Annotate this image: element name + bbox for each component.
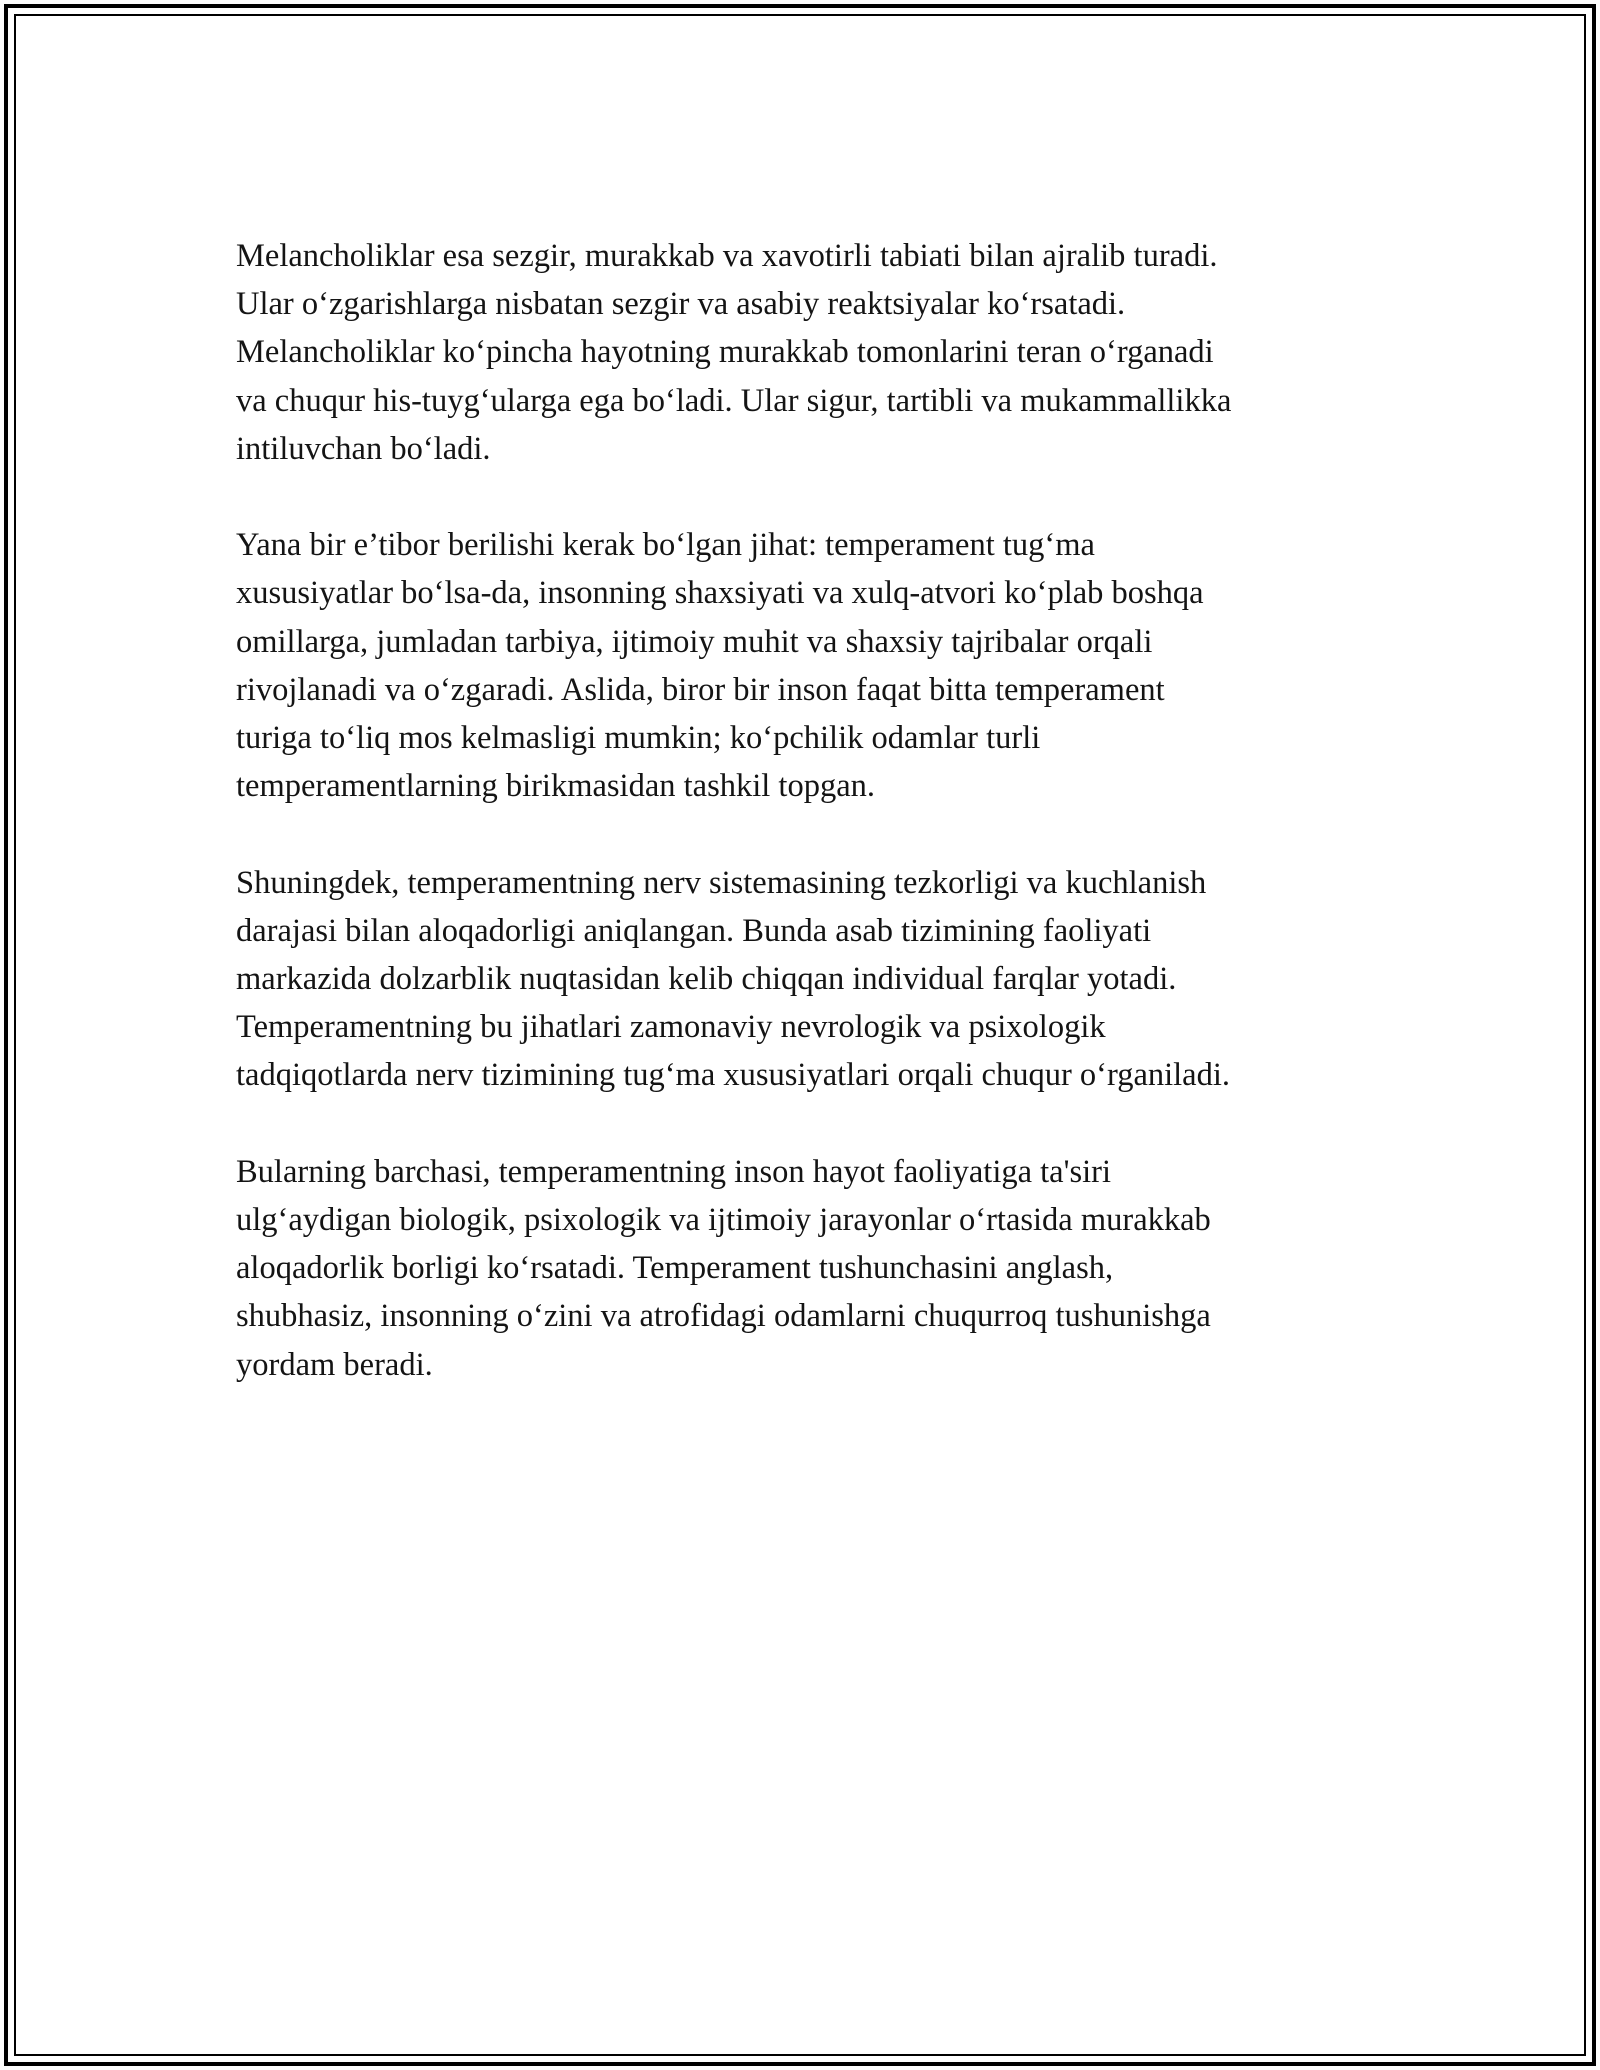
paragraph-line: rivojlanadi va o‘zgaradi. Aslida, biror bir inson faqat bitta temperament [236, 671, 1165, 708]
paragraph-line: tadqiqotlarda nerv tizimining tug‘ma xususiyatlari orqali chuqur o‘rganiladi. [236, 1057, 1231, 1094]
paragraph-line: Temperamentning bu jihatlari zamonaviy nevrologik va psixologik [236, 1009, 1106, 1046]
paragraph-line: temperamentlarning birikmasidan tashkil topgan. [236, 768, 876, 805]
paragraph-line: xususiyatlar bo‘lsa-da, insonning shaxsiyati va xulq-atvori ko‘plab boshqa [236, 575, 1204, 612]
paragraph-line: Melancholiklar esa sezgir, murakkab va xavotirli tabiati bilan ajralib turadi. [236, 238, 1218, 274]
paragraph-2 [236, 521, 1396, 810]
paragraph-line: Bularning barchasi, temperamentning inson hayot faoliyatiga ta'siri [236, 1153, 1111, 1190]
paragraph-3 [236, 859, 1396, 1100]
paragraph-line: markazida dolzarblik nuqtasidan kelib chiqqan individual farqlar yotadi. [236, 961, 1177, 998]
paragraph-line: Ular o‘zgarishlarga nisbatan sezgir va asabiy reaktsiyalar ko‘rsatadi. [236, 286, 1126, 323]
paragraph-line: turiga to‘liq mos kelmasligi mumkin; ko‘pchilik odamlar turli [236, 720, 1041, 757]
paragraph-line: ulg‘aydigan biologik, psixologik va ijtimoiy jarayonlar o‘rtasida murakkab [236, 1202, 1211, 1239]
paragraph-line: va chuqur his-tuyg‘ularga ega bo‘ladi. Ular sigur, tartibli va mukammallikka [236, 382, 1232, 419]
paragraph-line: Yana bir e’tibor berilishi kerak bo‘lgan jihat: temperament tug‘ma [236, 527, 1095, 564]
paragraph-line: darajasi bilan aloqadorligi aniqlangan. Bunda asab tizimining faoliyati [236, 912, 1152, 949]
paragraph-line: intiluvchan bo‘ladi. [236, 430, 491, 467]
paragraph-line: shubhasiz, insonning o‘zini va atrofidagi odamlarni chuqurroq tushunishga [236, 1298, 1211, 1335]
paragraph-line: Shuningdek, temperamentning nerv sistemasining tezkorligi va kuchlanish [236, 864, 1207, 901]
paragraph-4 [236, 1148, 1396, 1389]
document-body [236, 232, 1396, 1437]
paragraph-line: aloqadorlik borligi ko‘rsatadi. Temperament tushunchasini anglash, [236, 1250, 1114, 1287]
paragraph-line: Melancholiklar ko‘pincha hayotning murakkab tomonlarini teran o‘rganadi [236, 334, 1214, 371]
paragraph-line: yordam beradi. [236, 1346, 433, 1383]
paragraph-1 [236, 232, 1396, 473]
paragraph-line: omillarga, jumladan tarbiya, ijtimoiy muhit va shaxsiy tajribalar orqali [236, 623, 1153, 660]
